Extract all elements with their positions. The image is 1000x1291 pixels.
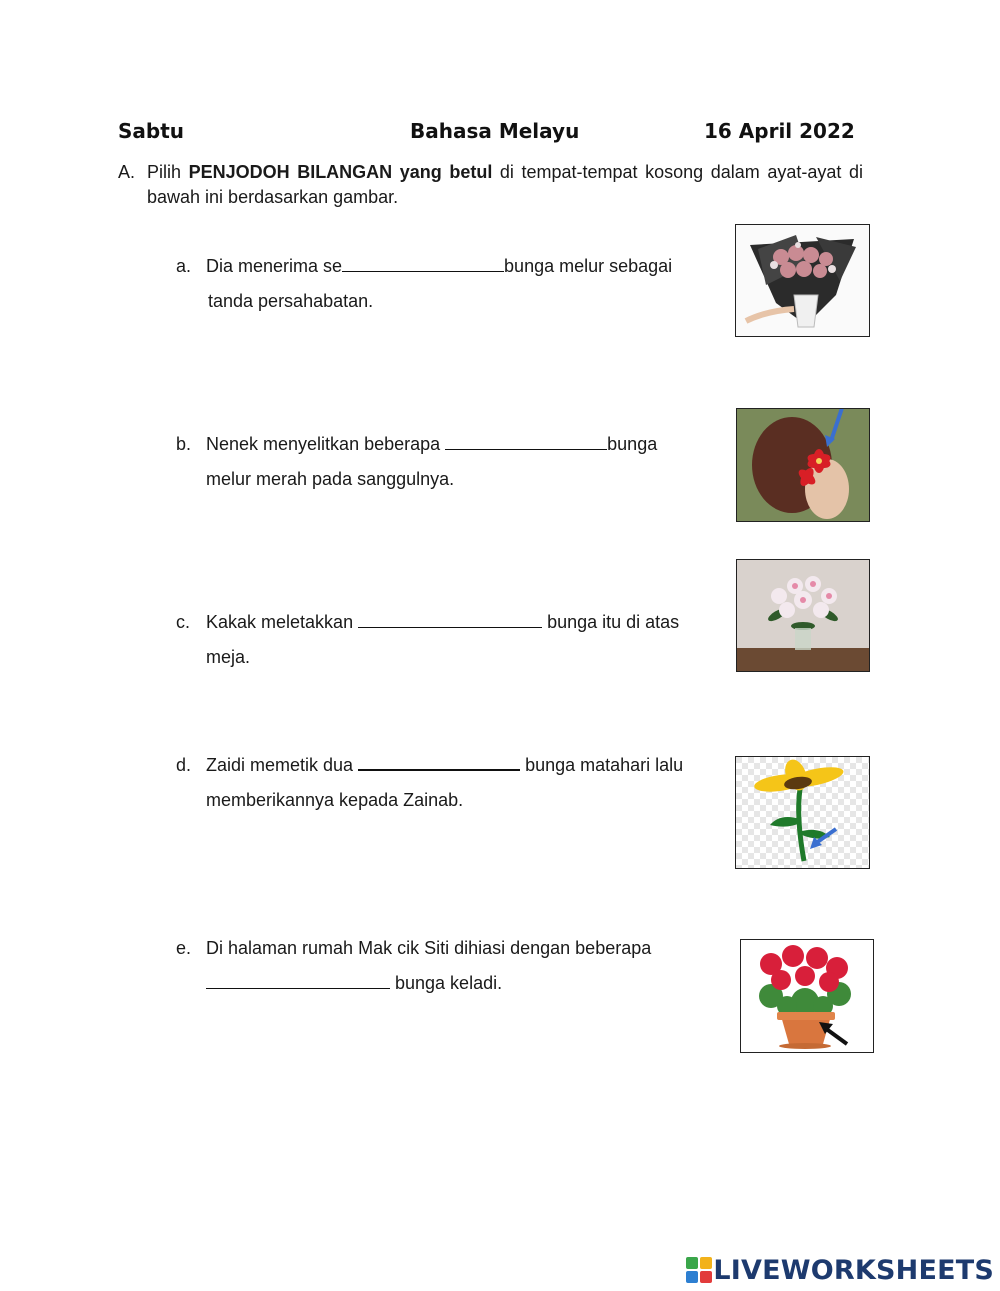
instruction-text: Pilih PENJODOH BILANGAN yang betul di tempat-tempat kosong dalam ayat-ayat di bawah ini berdasarkan gambar.: [147, 162, 863, 207]
answer-blank[interactable]: [358, 613, 542, 628]
question-line-1: Di halaman rumah Mak cik Siti dihiasi dengan beberapa: [206, 938, 652, 958]
instruction-letter: A.: [118, 162, 136, 182]
header-day: Sabtu: [118, 119, 185, 143]
question-e: [176, 931, 721, 1001]
hair-flower-image: [736, 408, 870, 522]
question-label: c.: [176, 612, 191, 632]
question-label: a.: [176, 256, 192, 276]
question-line-1: Zaidi memetik dua bunga matahari lalu: [206, 755, 684, 775]
answer-blank[interactable]: [206, 974, 390, 989]
header-subject: Bahasa Melayu: [410, 119, 580, 143]
question-line-2: bunga keladi.: [206, 966, 502, 1001]
answer-blank[interactable]: [445, 435, 607, 450]
brand-name: LIVEWORKSHEETS: [713, 1254, 994, 1286]
question-label: b.: [176, 434, 192, 454]
question-line-1: Dia menerima se bunga melur sebagai: [206, 256, 673, 276]
vase-image: [736, 559, 870, 672]
instruction: [118, 160, 863, 210]
question-b: [176, 427, 716, 497]
sunflower-image: [735, 756, 870, 869]
question-line-2: meja.: [206, 647, 251, 667]
question-label: e.: [176, 938, 192, 958]
bouquet-image: [735, 224, 870, 337]
answer-blank[interactable]: [342, 257, 504, 272]
question-label: d.: [176, 755, 192, 775]
question-c: [176, 605, 721, 675]
question-a: [176, 249, 716, 319]
question-line-1: Kakak meletakkan bunga itu di atas: [206, 612, 680, 632]
instruction-emphasis: PENJODOH BILANGAN yang betul: [188, 162, 493, 182]
question-line-2: melur merah pada sanggulnya.: [206, 469, 455, 489]
question-d: [176, 748, 721, 818]
header-date: 16 April 2022: [704, 119, 855, 143]
question-line-2: memberikannya kepada Zainab.: [206, 790, 464, 810]
liveworksheets-logo-icon: [685, 1256, 713, 1284]
potted-plant-image: [740, 939, 874, 1053]
question-line-1: Nenek menyelitkan beberapa bunga: [206, 434, 658, 454]
answer-blank[interactable]: [358, 755, 520, 771]
liveworksheets-logo: [685, 1253, 994, 1287]
question-line-2: tanda persahabatan.: [208, 291, 374, 311]
